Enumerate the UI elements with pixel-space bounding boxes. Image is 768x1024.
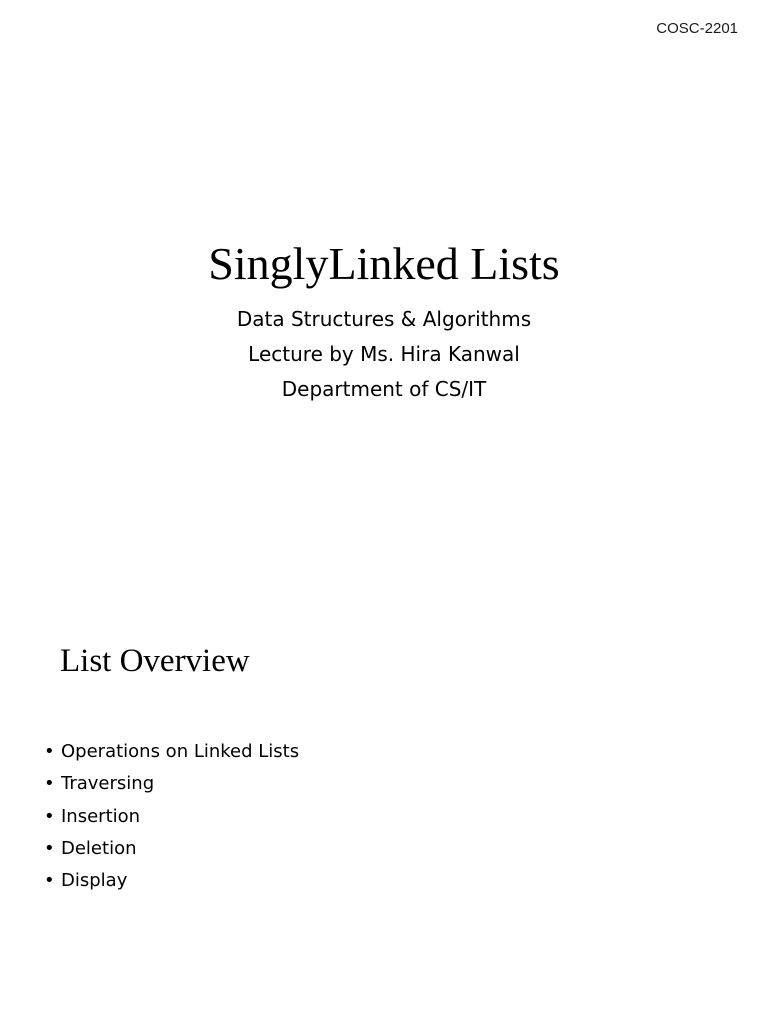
list-item [44, 865, 299, 897]
subtitle-lecturer: Lecture by Ms. Hira Kanwal [248, 342, 520, 366]
list-item [44, 768, 299, 800]
subtitle-course: Data Structures & Algorithms [236, 307, 532, 331]
overview-list [44, 736, 299, 897]
course-code: COSC-2201 [656, 20, 738, 37]
list-item [44, 736, 299, 768]
bullet-icon: • [44, 870, 55, 892]
list-item-label: Insertion [61, 805, 141, 827]
list-item-label: Traversing [61, 773, 155, 795]
title-slide [0, 236, 768, 407]
list-item-label: Deletion [61, 837, 137, 859]
bullet-icon: • [44, 741, 55, 762]
bullet-icon: • [44, 805, 55, 827]
subtitle-block [0, 302, 768, 407]
list-item [44, 833, 299, 865]
bullet-icon: • [44, 837, 55, 859]
overview-heading: List Overview [60, 643, 250, 679]
bullet-icon: • [44, 773, 55, 795]
subtitle-department: Department of CS/IT [281, 377, 487, 401]
list-item-label: Operations on Linked Lists [61, 741, 300, 762]
list-item-label: Display [61, 870, 128, 892]
slide-title: SinglyLinked Lists [208, 238, 560, 289]
list-item [44, 801, 299, 833]
